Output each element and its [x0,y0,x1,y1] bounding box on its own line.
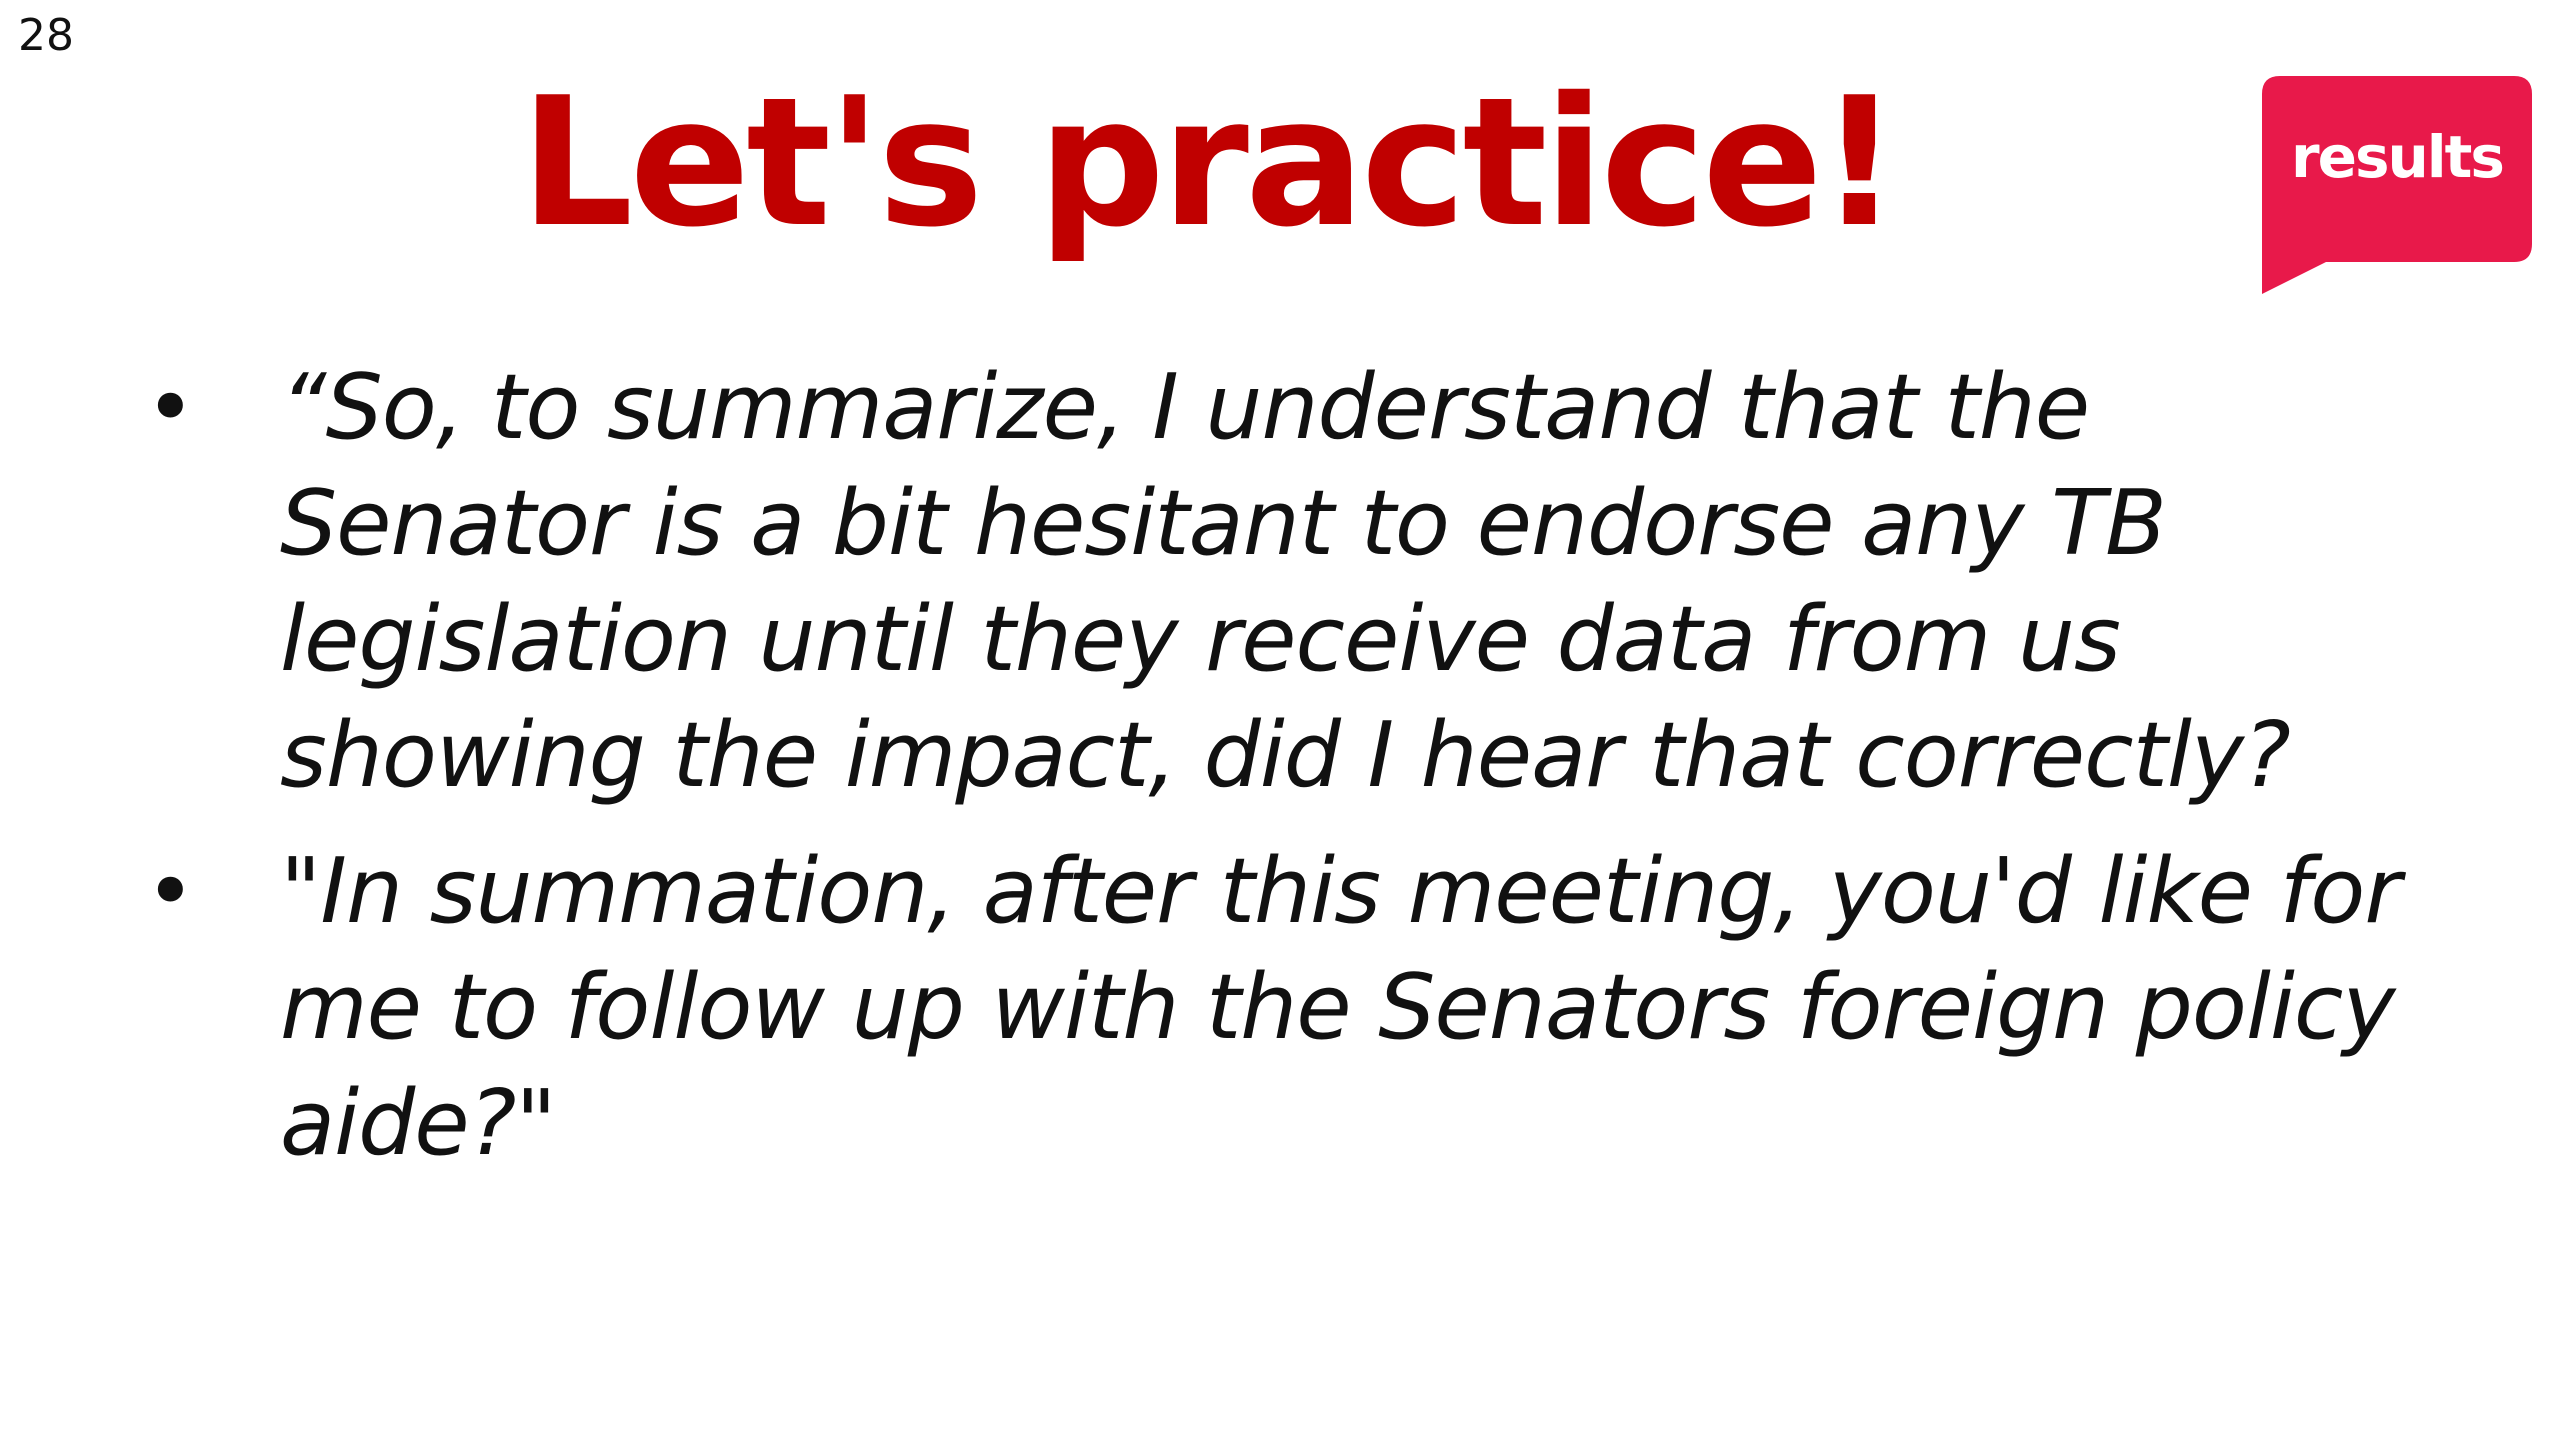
bullet-marker: • [145,358,196,458]
list-item [135,350,2455,814]
bullet-marker: • [145,842,196,942]
bullet-list [135,350,2455,1202]
slide-title: Let's practice! [520,59,1896,266]
list-item [135,834,2455,1182]
bullet-text: “So, to summarize, I understand that the Senator is a bit hesitant to endorse any TB legislation until they receive data from us showing the impact, did I hear that correctly? [280,355,2290,808]
logo-text: results [2291,123,2503,191]
results-logo [2262,76,2532,296]
bullet-text: "In summation, after this meeting, you'd like for me to follow up with the Senators foreign policy aide?" [280,839,2401,1176]
slide-number: 28 [18,10,74,61]
